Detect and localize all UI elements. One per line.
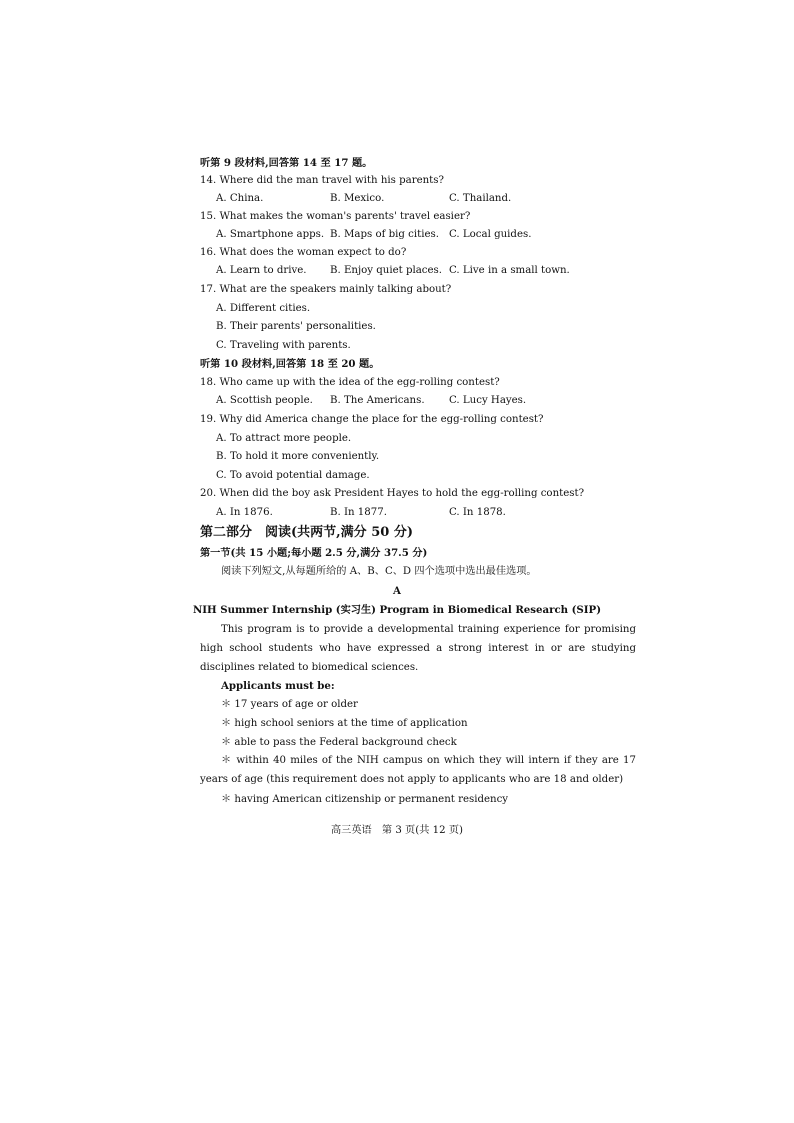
q19-option-b: B. To hold it more conveniently. — [216, 451, 380, 462]
q19-option-c: C. To avoid potential damage. — [216, 470, 370, 481]
q17-option-a: A. Different cities. — [216, 303, 311, 314]
requirement-item: ＊ within 40 miles of the NIH campus on which they will intern if they are 17 years of age (this requirement does not apply to applicants who are 18 and older) — [200, 755, 636, 785]
question-20: 20. When did the boy ask President Hayes to hold the egg-rolling contest? — [200, 488, 585, 499]
q15-option-a: A. Smartphone apps. — [216, 229, 325, 240]
requirement-item: ＊ 17 years of age or older — [221, 699, 358, 710]
q19-option-a: A. To attract more people. — [216, 433, 352, 444]
q15-option-b: B. Maps of big cities. — [330, 229, 439, 240]
q18-option-b: B. The Americans. — [330, 395, 425, 406]
q14-option-b: B. Mexico. — [330, 193, 385, 204]
section-10-instruction: 听第 10 段材料,回答第 18 至 20 题。 — [200, 358, 380, 370]
section-9-instruction: 听第 9 段材料,回答第 14 至 17 题。 — [200, 157, 373, 169]
q15-option-c: C. Local guides. — [449, 229, 532, 240]
applicants-heading: Applicants must be: — [221, 680, 335, 692]
q16-option-a: A. Learn to drive. — [216, 265, 307, 276]
passage-title: NIH Summer Internship (实习生) Program in Biomedical Research (SIP) — [192, 604, 602, 616]
q20-option-a: A. In 1876. — [216, 507, 273, 518]
question-14: 14. Where did the man travel with his parents? — [200, 175, 444, 186]
q20-option-b: B. In 1877. — [330, 507, 387, 518]
q18-option-c: C. Lucy Hayes. — [449, 395, 527, 406]
passage-letter: A — [393, 585, 401, 597]
requirement-item: ＊ having American citizenship or permanent residency — [221, 794, 509, 805]
question-17: 17. What are the speakers mainly talking about? — [200, 284, 452, 295]
q17-option-b: B. Their parents' personalities. — [216, 321, 376, 332]
q18-option-a: A. Scottish people. — [216, 395, 313, 406]
q14-option-a: A. China. — [216, 193, 264, 204]
question-19: 19. Why did America change the place for the egg-rolling contest? — [200, 414, 544, 425]
q17-option-c: C. Traveling with parents. — [216, 340, 351, 351]
q16-option-c: C. Live in a small town. — [449, 265, 570, 276]
question-15: 15. What makes the woman's parents' travel easier? — [200, 211, 471, 222]
passage-intro: This program is to provide a developmental training experience for promising high school students who have expressed a strong interest in or are studying disciplines related to biomedical sciences. — [200, 624, 636, 673]
q14-option-c: C. Thailand. — [449, 193, 512, 204]
part-2-title: 第二部分 阅读(共两节,满分 50 分) — [200, 525, 413, 540]
requirement-item: ＊ able to pass the Federal background check — [221, 737, 457, 748]
question-18: 18. Who came up with the idea of the egg-rolling contest? — [200, 377, 500, 388]
section-1-heading: 第一节(共 15 小题;每小题 2.5 分,满分 37.5 分) — [200, 547, 428, 559]
reading-directions: 阅读下列短文,从每题所给的 A、B、C、D 四个选项中选出最佳选项。 — [221, 566, 537, 577]
requirement-item: ＊ high school seniors at the time of application — [221, 718, 468, 729]
q20-option-c: C. In 1878. — [449, 507, 506, 518]
question-16: 16. What does the woman expect to do? — [200, 247, 407, 258]
q16-option-b: B. Enjoy quiet places. — [330, 265, 443, 276]
page-footer: 高三英语 第 3 页(共 12 页) — [330, 825, 464, 836]
